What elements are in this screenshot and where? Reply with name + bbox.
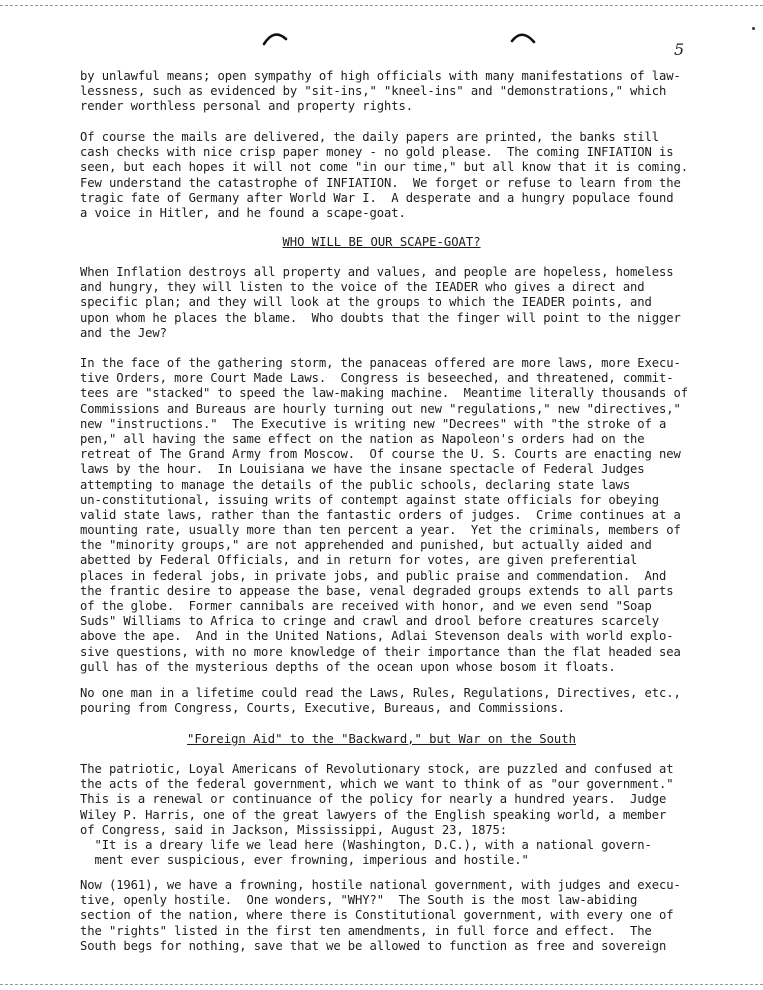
text-line: mounting rate, usually more than ten percent a year. Yet the criminals, members of	[80, 523, 681, 538]
text-line: a voice in Hitler, and he found a scape-goat.	[80, 205, 406, 220]
text-line: retreat of The Grand Army from Moscow. Of course the U. S. Courts are enacting new	[80, 447, 681, 462]
text-line: seen, but each hopes it will not come "in our time," but all know that it is coming.	[80, 160, 688, 175]
text-line: by unlawful means; open sympathy of high officials with many manifestations of law-	[80, 69, 681, 83]
text-line: valid state laws, rather than the fantastic orders of judges. Crime continues at a	[80, 507, 681, 522]
binder-hole-mark-left	[262, 30, 288, 46]
heading-text: "Foreign Aid" to the "Backward," but War on the South	[187, 732, 576, 746]
text-line: Of course the mails are delivered, the daily papers are printed, the banks still	[80, 130, 660, 144]
top-edge-divider	[0, 5, 763, 6]
text-line: tive Orders, more Court Made Laws. Congress is beseeched, and threatened, commit-	[80, 371, 674, 386]
speck-mark	[752, 27, 755, 30]
page-number: 5	[674, 40, 685, 59]
text-line: of the globe. Former cannibals are received with honor, and we even send "Soap	[80, 599, 652, 613]
text-line: tees are "stacked" to speed the law-making machine. Meantime literally thousands of	[80, 386, 688, 401]
text-line: specific plan; and they will look at the groups to which the IEADER points, and	[80, 295, 652, 310]
paragraph-6	[80, 762, 712, 868]
text-line: new "instructions." The Executive is writing new "Decrees" with "the stroke of a	[80, 416, 667, 431]
text-line: Few understand the catastrophe of INFIATION. We forget or refuse to learn from the	[80, 175, 681, 190]
paragraph-5	[80, 686, 712, 716]
quote-line: ment ever suspicious, ever frowning, imperious and hostile."	[80, 853, 529, 868]
text-line: cash checks with nice crisp paper money - no gold please. The coming INFIATION is	[80, 145, 674, 160]
text-line: lessness, such as evidenced by "sit-ins," "kneel-ins" and "demonstrations," which	[80, 84, 667, 99]
paragraph-7	[80, 878, 712, 954]
bottom-edge-divider	[0, 984, 763, 985]
text-line: sive questions, with no more knowledge of their importance than the flat headed sea	[80, 644, 681, 659]
heading-text: WHO WILL BE OUR SCAPE-GOAT?	[282, 235, 481, 249]
text-line: laws by the hour. In Louisiana we have the insane spectacle of Federal Judges	[80, 462, 645, 477]
text-line: tragic fate of Germany after World War I. A desperate and a hungry populace found	[80, 190, 674, 205]
text-line: This is a renewal or continuance of the policy for nearly a hundred years. Judge	[80, 792, 667, 807]
text-line: the frantic desire to appease the base, venal degraded groups extends to all parts	[80, 583, 674, 598]
text-line: section of the nation, where there is Constitutional government, with every one of	[80, 908, 674, 923]
text-line: Commissions and Bureaus are hourly turning out new "regulations," new "directives,"	[80, 401, 681, 416]
text-line: pouring from Congress, Courts, Executive, Bureaus, and Commissions.	[80, 701, 565, 716]
text-line: and the Jew?	[80, 325, 167, 340]
text-line: The patriotic, Loyal Americans of Revolutionary stock, are puzzled and confused at	[80, 762, 674, 776]
text-line: and hungry, they will listen to the voice of the IEADER who gives a direct and	[80, 280, 645, 295]
text-line: Wiley P. Harris, one of the great lawyers of the English speaking world, a member	[80, 807, 667, 822]
text-line: of Congress, said in Jackson, Mississippi, August 23, 1875:	[80, 822, 508, 837]
text-line: Suds" Williams to Africa to cringe and crawl and drool before creatures scarcely	[80, 614, 660, 629]
text-line: abetted by Federal Officials, and in return for votes, are given preferential	[80, 553, 638, 568]
text-line: attempting to manage the details of the public schools, declaring state laws	[80, 477, 631, 492]
text-line: gull has of the mysterious depths of the ocean upon whose bosom it floats.	[80, 659, 616, 674]
text-line: the "rights" listed in the first ten amendments, in full force and effect. The	[80, 923, 652, 938]
text-line: Now (1961), we have a frowning, hostile national government, with judges and execu-	[80, 878, 681, 892]
text-line: In the face of the gathering storm, the panaceas offered are more laws, more Execu-	[80, 356, 681, 370]
section-heading-scape-goat	[0, 235, 763, 250]
text-line: un-constitutional, issuing writs of contempt against state officials for obeying	[80, 492, 660, 507]
text-line: places in federal jobs, in private jobs, and public praise and commendation. And	[80, 568, 667, 583]
text-line: No one man in a lifetime could read the Laws, Rules, Regulations, Directives, etc.,	[80, 686, 681, 700]
paragraph-3	[80, 265, 712, 341]
text-line: upon whom he places the blame. Who doubts that the finger will point to the nigger	[80, 310, 681, 325]
text-line: When Inflation destroys all property and values, and people are hopeless, homeless	[80, 265, 674, 279]
quote-line: "It is a dreary life we lead here (Washington, D.C.), with a national govern-	[80, 837, 652, 852]
binder-hole-mark-right	[510, 30, 536, 46]
text-line: render worthless personal and property rights.	[80, 99, 413, 114]
paragraph-1	[80, 69, 712, 115]
text-line: the acts of the federal government, which we want to think of as "our government."	[80, 777, 674, 792]
text-line: South begs for nothing, save that we be allowed to function as free and sovereign	[80, 938, 667, 953]
paragraph-4	[80, 356, 712, 675]
text-line: above the ape. And in the United Nations, Adlai Stevenson deals with world explo-	[80, 629, 674, 644]
paragraph-2	[80, 130, 712, 221]
section-heading-foreign-aid	[0, 732, 763, 747]
text-line: the "minority groups," are not apprehended and punished, but actually aided and	[80, 538, 652, 553]
text-line: pen," all having the same effect on the nation as Napoleon's orders had on the	[80, 431, 645, 446]
text-line: tive, openly hostile. One wonders, "WHY?" The South is the most law-abiding	[80, 893, 638, 908]
